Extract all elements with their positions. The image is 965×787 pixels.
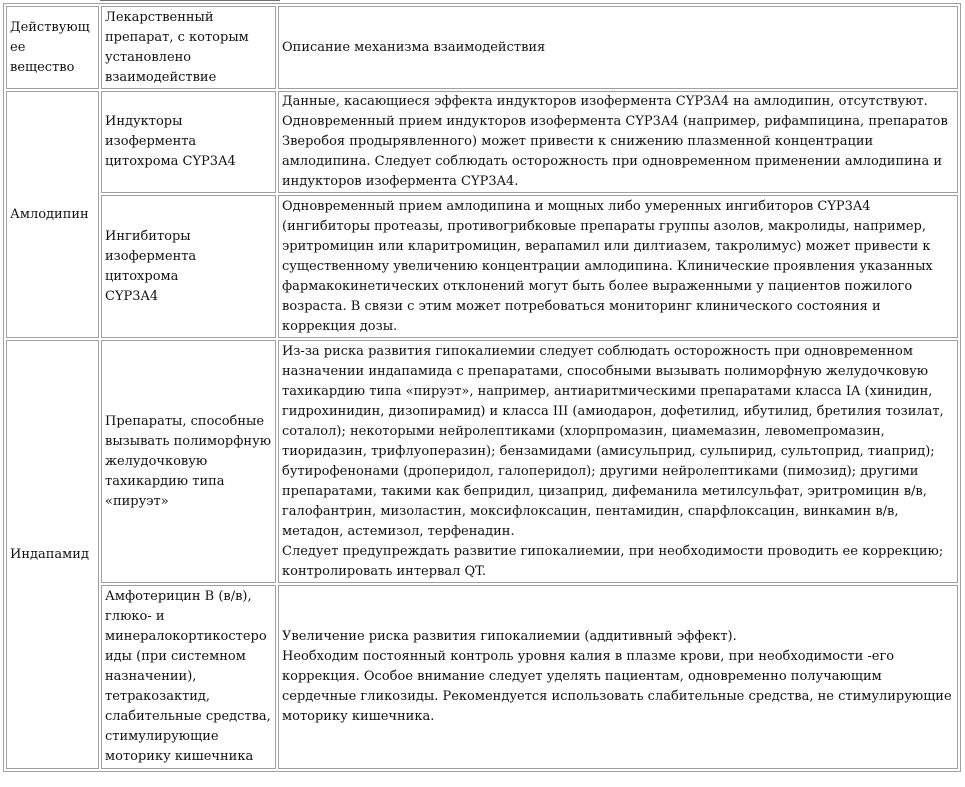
table-row	[6, 91, 958, 193]
description-cell: Одновременный прием амлодипина и мощных либо умеренных ингибиторов CYP3A4 (ингибиторы протеазы, противогрибковые препараты группы азолов, макролиды, например, эритромицин или кларитромицин, верапамил или дилтиазем, такролимус) может привести к существенному увеличению концентрации амлодипина. Клинические проявления указанных фармакокинетических отклонений могут быть более выраженными у пациентов пожилого возраста. В связи с этим может потребоваться мониторинг клинического состояния и коррекция дозы.	[278, 195, 958, 338]
header-mechanism: Описание механизма взаимодействия	[278, 6, 958, 89]
substance-indapamide: Индапамид	[6, 340, 99, 769]
table-row	[6, 340, 958, 583]
substance-amlodipine: Амлодипин	[6, 91, 99, 338]
interactions-table	[3, 3, 961, 772]
description-cell: Увеличение риска развития гипокалиемии (аддитивный эффект). Необходим постоянный контроль уровня калия в плазме крови, при необходимости -его коррекция. Особое внимание следует уделять пациентам, одновременно получающим сердечные гликозиды. Рекомендуется использовать слабительные средства, не стимулирующие моторику кишечника.	[278, 585, 958, 769]
table-row	[6, 195, 958, 338]
header-substance: Действующее вещество	[6, 6, 99, 89]
header-drug: Лекарственный препарат, с которым установлено взаимодействие	[101, 6, 276, 89]
table-header-row	[6, 6, 958, 89]
table-row	[6, 585, 958, 769]
drug-cell: Ингибиторы изофермента цитохрома CYP3A4	[101, 195, 276, 338]
top-divider	[100, 0, 280, 1]
description-cell: Из-за риска развития гипокалиемии следует соблюдать осторожность при одновременном назначении индапамида с препаратами, способными вызывать полиморфную желудочковую тахикардию типа «пируэт», например, антиаритмическими препаратами класса IA (хинидин, гидрохинидин, дизопирамид) и класса III (амиодарон, дофетилид, ибутилид, бретилия тозилат, соталол); некоторыми нейролептиками (хлорпромазин, циамемазин, левомепромазин, тиоридазин, трифлуоперазин); бензамидами (амисульприд, сульпирид, сультоприд, тиаприд); бутирофенонами (дроперидол, галоперидол); другими нейролептиками (пимозид); другими препаратами, такими как бепридил, цизаприд, дифеманила метилсульфат, эритромицин в/в, галофантрин, мизоластин, моксифлоксацин, пентамидин, спарфлоксацин, винкамин в/в, метадон, астемизол, терфенадин. Следует предупреждать развитие гипокалиемии, при необходимости проводить ее коррекцию; контролировать интервал QT.	[278, 340, 958, 583]
drug-cell: Препараты, способные вызывать полиморфную желудочковую тахикардию типа «пируэт»	[101, 340, 276, 583]
drug-cell: Амфотерицин B (в/в), глюко- и минералокортикостероиды (при системном назначении), тетракозактид, слабительные средства, стимулирующие моторику кишечника	[101, 585, 276, 769]
description-cell: Данные, касающиеся эффекта индукторов изофермента CYP3A4 на амлодипин, отсутствуют. Одновременный прием индукторов изофермента CYP3A4 (например, рифампицина, препаратов Зверобоя продырявленного) может привести к снижению плазменной концентрации амлодипина. Следует соблюдать осторожность при одновременном применении амлодипина и индукторов изофермента CYP3A4.	[278, 91, 958, 193]
drug-cell: Индукторы изофермента цитохрома CYP3A4	[101, 91, 276, 193]
